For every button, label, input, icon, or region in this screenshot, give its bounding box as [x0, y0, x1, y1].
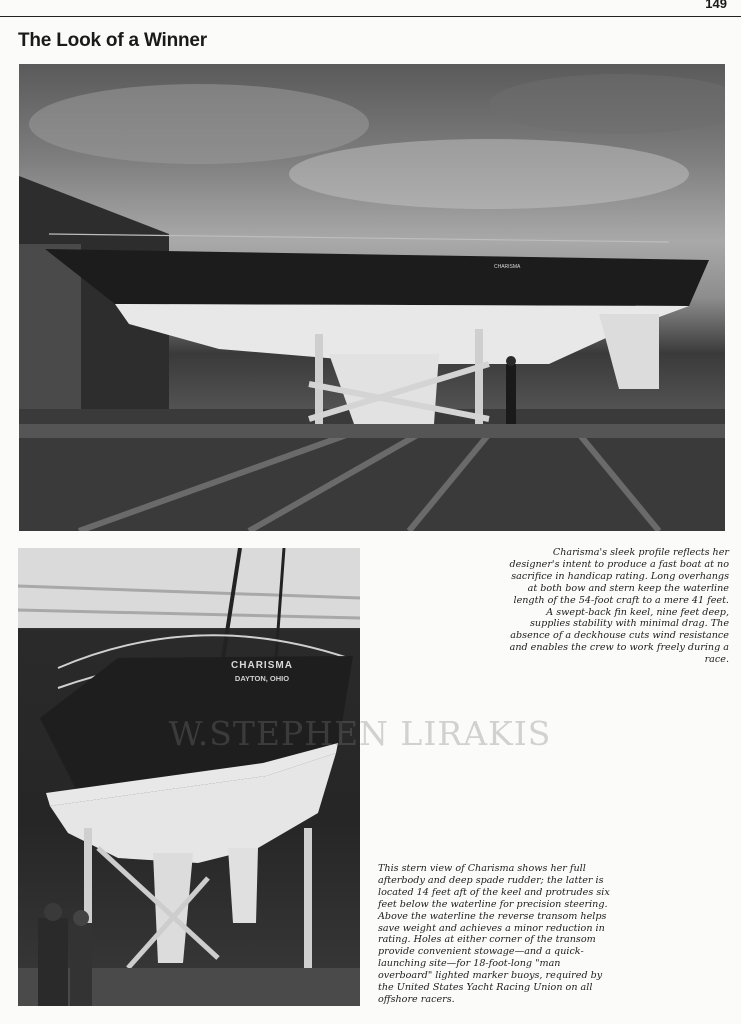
stern-home-port-label: DAYTON, OHIO — [234, 674, 290, 683]
photo-yacht-profile — [19, 64, 725, 531]
page-number: 149 — [705, 0, 727, 11]
caption-stern: This stern view of Charisma shows her full afterbody and deep spade rudder; the latter is located 14 feet aft of the keel and protrudes six feet below the waterline for precision steering. Above the waterline the reverse transom helps save weight and achieves a minor reduction in rating. Holes at either corner of the transom provide convenient stowage—and a quick-launching site—for 18-foot-long "man overboard" lighted marker buoys, required by the United States Yacht Racing Union on all offshore racers. — [378, 863, 610, 1005]
stern-name-label: CHARISMA — [231, 660, 293, 671]
caption-profile: Charisma's sleek profile reflects her designer's intent to produce a fast boat at no sacrifice in handicap rating. Long overhangs at both bow and stern keep the waterline length of the 54-foot craft to a mere 41 feet. A swept-back fin keel, nine feet deep, supplies stability with minimal drag. The absence of a deckhouse cuts wind resistance and enables the crew to work freely during a race. — [509, 547, 729, 666]
page-headline: The Look of a Winner — [18, 30, 207, 51]
header-rule — [0, 16, 741, 17]
watermark: W.STEPHEN LIRAKIS — [168, 714, 552, 753]
photo-stern-view — [18, 548, 360, 1006]
photo-stern-view-illustration — [18, 548, 360, 1006]
hull-name-label: CHARISMA — [494, 264, 521, 270]
photo-yacht-profile-illustration — [19, 64, 725, 531]
